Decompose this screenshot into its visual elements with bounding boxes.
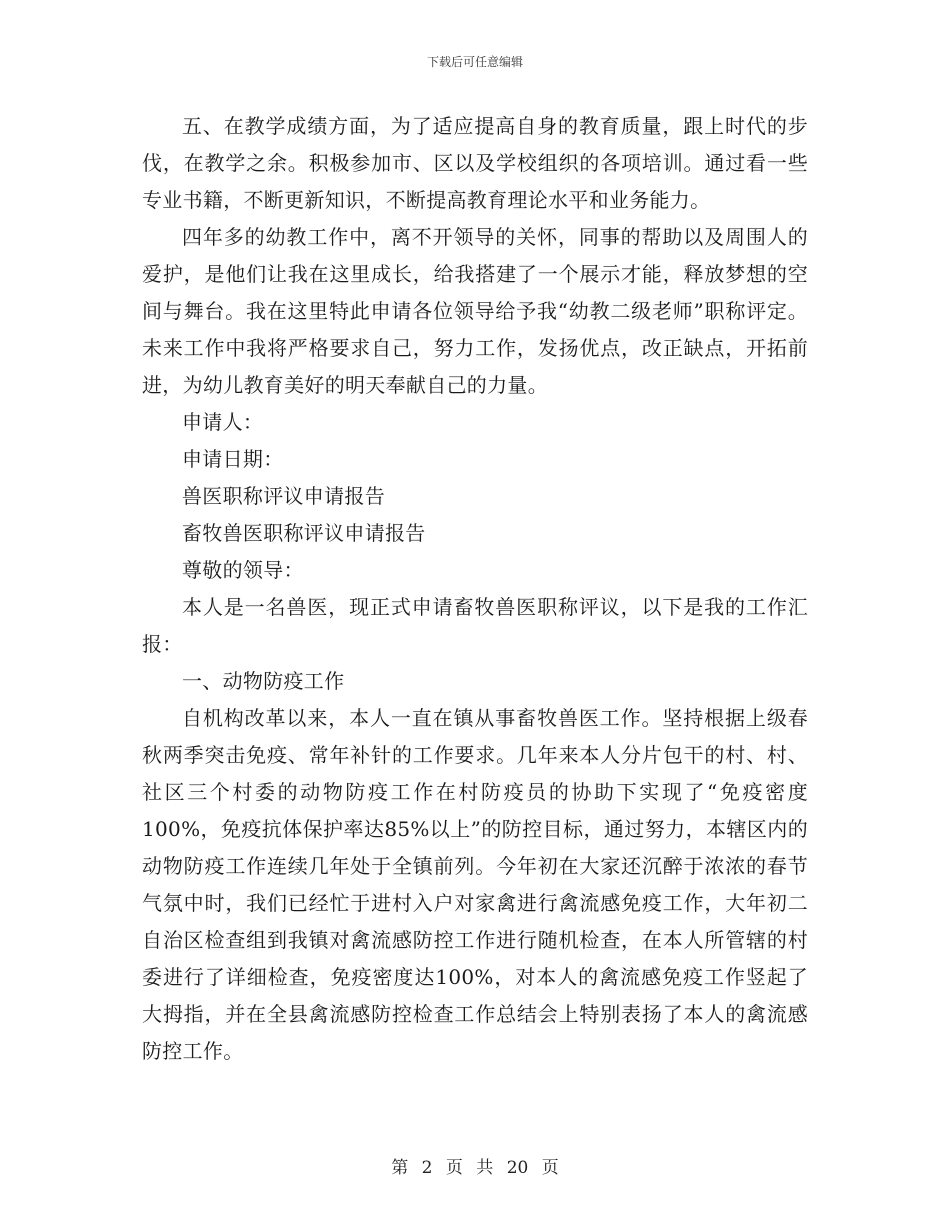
veterinary-report-title: 兽医职称评议申请报告: [182, 484, 385, 508]
applicant-line: 申请人：: [182, 410, 264, 434]
page-footer: [0, 1153, 950, 1178]
total-pages-number: 20: [506, 1158, 529, 1178]
page-header-note: 下载后可任意编辑: [426, 55, 523, 69]
current-page-number: 2: [421, 1158, 433, 1178]
paragraph-epidemic-prevention: 自机构改革以来，本人一直在镇从事畜牧兽医工作。坚持根据上级春秋两季突击免疫、常年补针的工作要求。几年来本人分片包干的村、村、社区三个村委的动物防疫工作在村防疫员的协助下实现了“免疫密度100%，免疫抗体保护率达85%以上”的防控目标，通过努力，本辖区内的动物防疫工作连续几年处于全镇前列。今年初在大家还沉醉于浓浓的春节气氛中时，我们已经忙于进村入户对家禽进行禽流感免疫工作，大年初二自治区检查组到我镇对禽流感防控工作进行随机检查，在本人所管辖的村委进行了详细检查，免疫密度达100%，对本人的禽流感免疫工作竖起了大拇指，并在全县禽流感防控检查工作总结会上特别表扬了本人的禽流感防控工作。: [142, 706, 808, 1063]
total-word: 共: [476, 1158, 494, 1178]
salutation: 尊敬的领导：: [182, 558, 304, 582]
page-word: 页: [445, 1158, 463, 1178]
page-prefix: 第: [391, 1158, 409, 1178]
application-date-line: 申请日期：: [182, 447, 284, 471]
section-heading-epidemic-prevention: 一、动物防疫工作: [182, 669, 345, 693]
paragraph-gratitude-application: 四年多的幼教工作中，离不开领导的关怀，同事的帮助以及周围人的爱护，是他们让我在这里成长，给我搭建了一个展示才能，释放梦想的空间与舞台。我在这里特此申请各位领导给予我“幼教二级老师”职称评定。未来工作中我将严格要求自己，努力工作，发扬优点，改正缺点，开拓前进，为幼儿教育美好的明天奉献自己的力量。: [142, 225, 808, 397]
paragraph-introduction: 本人是一名兽医，现正式申请畜牧兽医职称评议，以下是我的工作汇报：: [142, 595, 808, 656]
document-body: [142, 108, 808, 1070]
paragraph-teaching-achievements: 五、在教学成绩方面，为了适应提高自身的教育质量，跟上时代的步伐，在教学之余。积极参加市、区以及学校组织的各项培训。通过看一些专业书籍，不断更新知识，不断提高教育理论水平和业务能力。: [142, 114, 808, 212]
livestock-veterinary-report-title: 畜牧兽医职称评议申请报告: [182, 521, 426, 545]
page-suffix: 页: [541, 1158, 559, 1178]
